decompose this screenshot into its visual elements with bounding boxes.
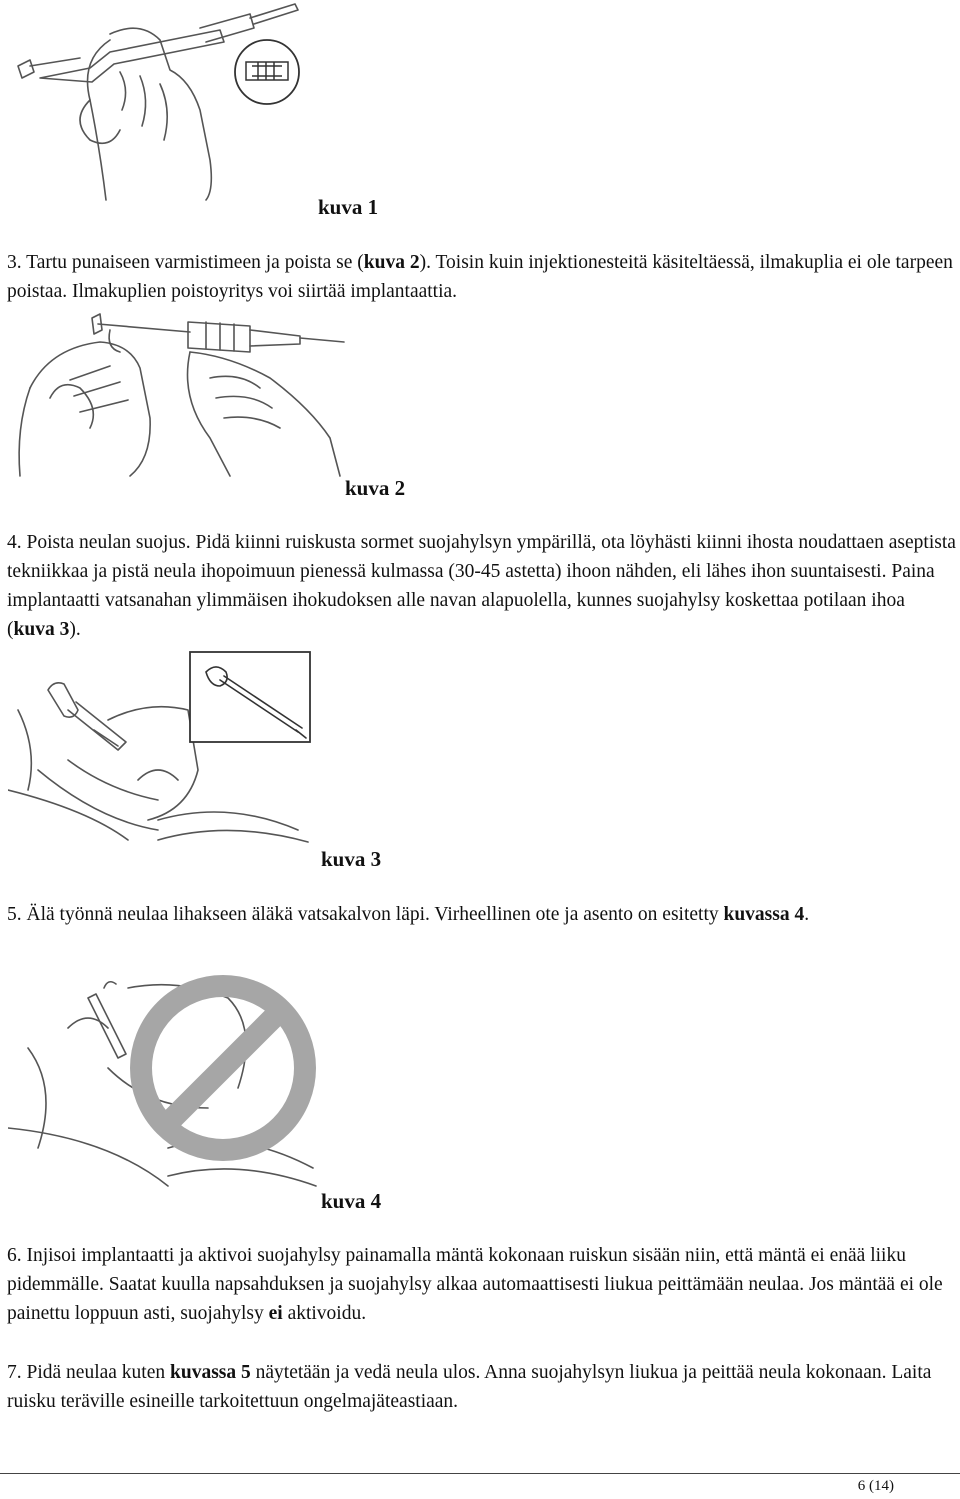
footer-divider (0, 1473, 960, 1474)
page-number: 6 (14) (857, 1478, 894, 1494)
figure-3-illustration (8, 650, 313, 845)
figure-1-caption: kuva 1 (318, 195, 379, 219)
figure-2-illustration (10, 308, 350, 480)
figure-4-caption: kuva 4 (321, 1189, 382, 1213)
step-6-text: 6. Injisoi implantaatti ja aktivoi suojahylsy painamalla mäntä kokonaan ruiskun sisään niin, että mäntä ei enää liiku pidemmälle. Saatat kuulla napsahduksen ja suojahylsy alkaa automaattisesti liukua peittämään neulaa. Jos mäntää ei ole painettu loppuun asti, suojahylsy ei aktivoidu. (7, 1245, 943, 1324)
figure-4-illustration (8, 948, 318, 1188)
step-7-text: 7. Pidä neulaa kuten kuvassa 5 näytetään ja vedä neula ulos. Anna suojahylsyn liukua ja peittää neula kokonaan. Laita ruisku teräville esineille tarkoitettuun ongelmajäteastiaan. (7, 1362, 932, 1412)
figure-2-caption: kuva 2 (345, 476, 406, 500)
figure-3-caption: kuva 3 (321, 847, 382, 871)
step-3-text: 3. Tartu punaiseen varmistimeen ja poista se (kuva 2). Toisin kuin injektionesteitä käsiteltäessä, ilmakuplia ei ole tarpeen poistaa. Ilmakuplien poistoyritys voi siirtää implantaattia. (7, 252, 953, 302)
step-5-text: 5. Älä työnnä neulaa lihakseen äläkä vatsakalvon läpi. Virheellinen ote ja asento on esitetty kuvassa 4. (7, 904, 810, 925)
figure-1-illustration (10, 0, 310, 205)
step-4-text: 4. Poista neulan suojus. Pidä kiinni ruiskusta sormet suojahylsyn ympärillä, ota löyhästi kiinni ihosta noudattaen aseptista tekniikkaa ja pistä neula ihopoimuun pienessä kulmassa (30-45 astetta) ihoon nähden, eli lähes ihon suuntaisesti. Paina implantaatti vatsanahan ylimmäisen ihokudoksen alle navan alapuolella, kunnes suojahylsy koskettaa potilaan ihoa (kuva 3). (7, 532, 956, 640)
